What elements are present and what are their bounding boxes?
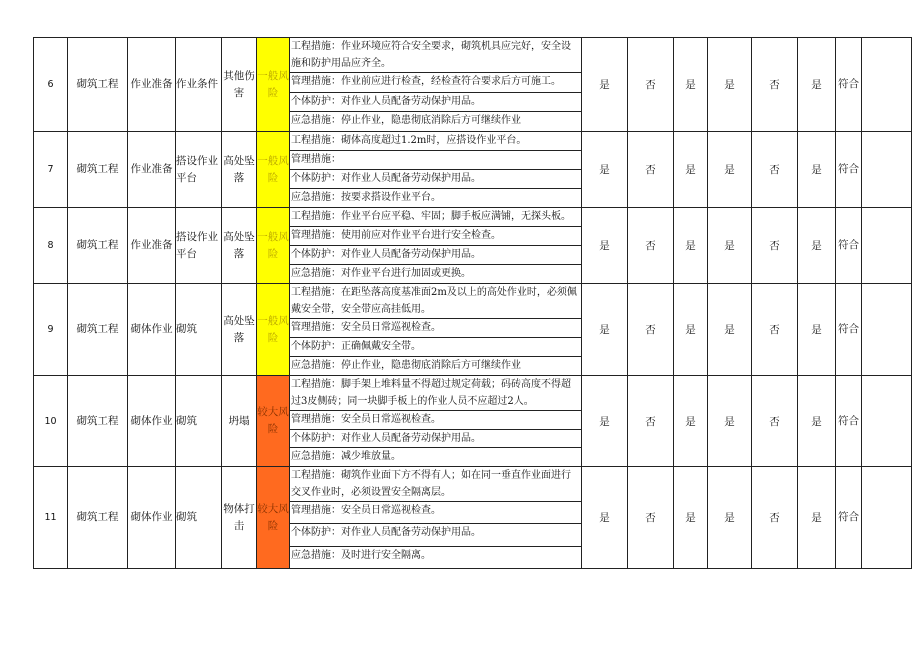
check-value-cell: 是 [708, 376, 752, 467]
measures-list [290, 376, 581, 466]
project-cell: 砌筑工程 [68, 38, 128, 132]
control-measures-cell [290, 208, 582, 284]
work-content-cell: 作业条件 [176, 38, 222, 132]
hazard-type-cell: 坍塌 [222, 376, 257, 467]
check-value-cell: 是 [582, 284, 628, 376]
measure-line: 管理措施：作业前应进行检查，经检查符合要求后方可施工。 [290, 73, 581, 93]
check-value-cell: 否 [752, 284, 798, 376]
project-cell: 砌筑工程 [68, 467, 128, 569]
activity-cell: 砌体作业 [128, 467, 176, 569]
result-cell: 符合 [836, 467, 862, 569]
result-cell: 符合 [836, 132, 862, 208]
work-content-cell: 砌筑 [176, 376, 222, 467]
check-value-cell: 是 [674, 376, 708, 467]
empty-cell [862, 208, 912, 284]
measure-line: 应急措施：及时进行安全隔离。 [291, 549, 431, 561]
check-value-cell: 是 [798, 208, 836, 284]
activity-cell: 砌体作业 [128, 284, 176, 376]
check-value-cell: 否 [752, 208, 798, 284]
check-value-cell: 否 [628, 38, 674, 132]
measure-line: 应急措施：按要求搭设作业平台。 [291, 192, 441, 203]
empty-cell [862, 38, 912, 132]
check-value-cell: 是 [674, 38, 708, 132]
measure-line: 工程措施：在距坠落高度基准面2m及以上的高处作业时，必须佩戴安全带，安全带应高挂低用。 [290, 284, 581, 319]
check-value-cell: 否 [628, 376, 674, 467]
row-number: 10 [34, 376, 68, 467]
activity-cell: 砌体作业 [128, 376, 176, 467]
project-cell: 砌筑工程 [68, 376, 128, 467]
risk-level-cell: 一般风险 [257, 284, 290, 376]
measures-list [290, 208, 581, 283]
measure-line: 个体防护：对作业人员配备劳动保护用品。 [290, 430, 581, 449]
project-cell: 砌筑工程 [68, 284, 128, 376]
measure-line: 个体防护：对作业人员配备劳动保护用品。 [290, 93, 581, 113]
empty-cell [862, 284, 912, 376]
check-value-cell: 否 [628, 132, 674, 208]
measures-list [290, 467, 581, 568]
check-value-cell: 是 [798, 376, 836, 467]
table-row [34, 376, 912, 467]
check-value-cell: 是 [582, 376, 628, 467]
table-row [34, 208, 912, 284]
activity-cell: 作业准备 [128, 208, 176, 284]
measure-line: 个体防护：正确佩戴安全带。 [290, 338, 581, 357]
hazard-type-cell: 高处坠落 [222, 284, 257, 376]
check-value-cell: 是 [674, 284, 708, 376]
control-measures-cell [290, 284, 582, 376]
hazard-type-cell: 高处坠落 [222, 132, 257, 208]
project-cell: 砌筑工程 [68, 132, 128, 208]
measures-list [290, 284, 581, 375]
empty-cell [862, 132, 912, 208]
hazard-type-cell: 物体打击 [222, 467, 257, 569]
check-value-cell: 否 [752, 132, 798, 208]
row-number: 6 [34, 38, 68, 132]
risk-level-cell: 较大风险 [257, 467, 290, 569]
project-cell: 砌筑工程 [68, 208, 128, 284]
row-number: 11 [34, 467, 68, 569]
check-value-cell: 否 [752, 376, 798, 467]
check-value-cell: 否 [628, 467, 674, 569]
activity-cell: 作业准备 [128, 38, 176, 132]
check-value-cell: 是 [674, 208, 708, 284]
check-value-cell: 是 [674, 132, 708, 208]
work-content-cell: 搭设作业平台 [176, 132, 222, 208]
hazard-type-cell: 高处坠落 [222, 208, 257, 284]
check-value-cell: 否 [628, 284, 674, 376]
check-value-cell: 否 [752, 467, 798, 569]
risk-level-cell: 一般风险 [257, 38, 290, 132]
check-value-cell: 是 [674, 467, 708, 569]
row-number: 8 [34, 208, 68, 284]
table-row [34, 38, 912, 132]
measure-line: 工程措施：作业平台应平稳、牢固；脚手板应满铺，无探头板。 [290, 208, 581, 227]
activity-cell: 作业准备 [128, 132, 176, 208]
row-number: 9 [34, 284, 68, 376]
empty-cell [862, 467, 912, 569]
measure-line: 应急措施：减少堆放量。 [291, 451, 401, 463]
measure-line: 工程措施：脚手架上堆料量不得超过规定荷载；码砖高度不得超过3皮侧砖；同一块脚手板上的作业人员不应超过2人。 [290, 376, 581, 411]
check-value-cell: 是 [708, 132, 752, 208]
empty-cell [862, 376, 912, 467]
measure-line: 应急措施：停止作业，隐患彻底消除后方可继续作业 [291, 360, 521, 371]
risk-level-cell: 一般风险 [257, 208, 290, 284]
work-content-cell: 搭设作业平台 [176, 208, 222, 284]
check-value-cell: 是 [582, 38, 628, 132]
measure-line: 管理措施： [290, 151, 581, 170]
measure-line: 工程措施：砌筑作业面下方不得有人；如在同一垂直作业面进行交叉作业时，必须设置安全隔离层。 [290, 467, 581, 502]
measure-line: 工程措施：砌体高度超过1.2m时，应搭设作业平台。 [290, 132, 581, 151]
measure-line: 管理措施：使用前应对作业平台进行安全检查。 [290, 227, 581, 246]
work-content-cell: 砌筑 [176, 284, 222, 376]
row-number: 7 [34, 132, 68, 208]
check-value-cell: 是 [582, 132, 628, 208]
check-value-cell: 是 [708, 38, 752, 132]
measure-line: 管理措施：安全员日常巡视检查。 [290, 411, 581, 430]
check-value-cell: 是 [708, 467, 752, 569]
check-value-cell: 是 [798, 467, 836, 569]
table-row [34, 467, 912, 569]
result-cell: 符合 [836, 284, 862, 376]
measure-line: 管理措施：安全员日常巡视检查。 [290, 502, 581, 524]
work-content-cell: 砌筑 [176, 467, 222, 569]
check-value-cell: 否 [628, 208, 674, 284]
risk-assessment-table [33, 37, 912, 569]
check-value-cell: 是 [798, 38, 836, 132]
hazard-type-cell: 其他伤害 [222, 38, 257, 132]
table-row [34, 284, 912, 376]
check-value-cell: 是 [708, 208, 752, 284]
table-row [34, 132, 912, 208]
check-value-cell: 否 [752, 38, 798, 132]
measure-line: 管理措施：安全员日常巡视检查。 [290, 319, 581, 338]
risk-level-cell: 一般风险 [257, 132, 290, 208]
measures-list [290, 38, 581, 131]
result-cell: 符合 [836, 208, 862, 284]
measure-line: 工程措施：作业环境应符合安全要求，砌筑机具应完好，安全设施和防护用品应齐全。 [290, 38, 581, 73]
check-value-cell: 是 [798, 132, 836, 208]
measures-list [290, 132, 581, 207]
measure-line: 应急措施：停止作业，隐患彻底消除后方可继续作业 [291, 115, 521, 127]
control-measures-cell [290, 132, 582, 208]
risk-level-cell: 较大风险 [257, 376, 290, 467]
measure-line: 应急措施：对作业平台进行加固或更换。 [291, 268, 471, 279]
check-value-cell: 是 [582, 208, 628, 284]
check-value-cell: 是 [798, 284, 836, 376]
result-cell: 符合 [836, 376, 862, 467]
result-cell: 符合 [836, 38, 862, 132]
measure-line: 个体防护：对作业人员配备劳动保护用品。 [290, 246, 581, 265]
control-measures-cell [290, 38, 582, 132]
check-value-cell: 是 [582, 467, 628, 569]
check-value-cell: 是 [708, 284, 752, 376]
measure-line: 个体防护：对作业人员配备劳动保护用品。 [290, 524, 581, 546]
table-body [34, 38, 912, 569]
control-measures-cell [290, 467, 582, 569]
measure-line: 个体防护：对作业人员配备劳动保护用品。 [290, 170, 581, 189]
control-measures-cell [290, 376, 582, 467]
